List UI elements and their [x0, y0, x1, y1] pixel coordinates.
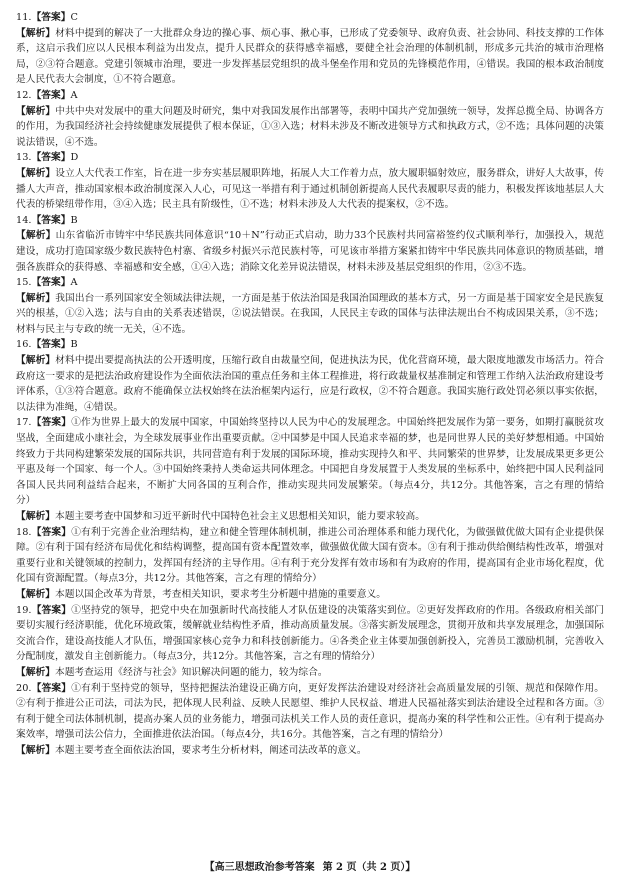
analysis-text: 本题主要考查中国梦和习近平新时代中国特色社会主义思想相关知识，能力要求较高。 [54, 511, 425, 522]
analysis-text: 材料中提出要提高执法的公开透明度，压缩行政自由裁量空间，促进执法为民，优化营商环境，最大限度地激发市场活力。符合政府这一要求的是把法治政府建设作为全面依法治国的重点任务和主体工程推进，将行政裁量权基准制定和管理工作纳入法治政府建设考评体系，①③符合题意。政府不能确保立法权始终在法治框架内运行，应是行政权，②不符合题意。我国实施行政处罚必须以事实依据，以法律为准绳，④错误。 [16, 355, 604, 413]
answer-tag: 【答案】 [31, 214, 71, 226]
question-19 [16, 603, 604, 681]
analysis-text: 本题主要考查全面依法治国，要求考生分析材料，阐述司法改革的意义。 [54, 744, 367, 756]
answer-value: C [70, 12, 78, 23]
question-17 [16, 415, 604, 524]
answer-text: ①有利于完善企业治理结构，建立和健全管理体制机制，推进公司治理体系和能力现代化，为做强做优做大国有企业提供保障。②有利于国有经济布局优化和结构调整，提高国有资本配置效率，做强做优做大国有资本。③有利于推动供给侧结构性改革，增强对重要行业和关键领域的控制力，发挥国有经济的主导作用。④有利于充分发挥有效市场和有为政府的作用，提高国有企业市场化程度，优化国有资源配置。（每点3分，共12分。其他答案，言之有理的情给分） [16, 526, 604, 585]
analysis-text: 中共中央对发展中的重大问题及时研究，集中对我国发展作出部署等，表明中国共产党加强统一领导，发挥总揽全局、协调各方的作用，为我国经济社会持续健康发展提供了根本保证，①③入选；材料未涉及不断改进领导方式和执政方式，②不选；具体问题的决策说法错误，④不选。 [16, 105, 604, 148]
answer-value: D [70, 152, 79, 164]
analysis-tag: 【解析】 [16, 355, 56, 367]
footer-page-number: 第 2 页（共 2 页）】 [322, 862, 416, 873]
answer-list [16, 10, 604, 850]
page-footer [0, 858, 620, 873]
question-number: 12. [16, 89, 32, 101]
answer-tag: 【答案】 [31, 277, 71, 289]
analysis-tag: 【解析】 [16, 105, 56, 117]
answer-text: ①有利于坚持党的领导，坚持把握法治建设正确方向，更好发挥法治建设对经济社会高质量发展的引领、规范和保障作用。②有利于推进公正司法，司法为民，把体现人民利益、反映人民愿望、维护人民权益、增进人民福祉落实到法治建设全过程和各方面。③有利于健全司法体制机制，提高办案人员的业务能力，增强司法机关工作人员的责任意识，提高办案的科学性和公正性。④有利于提高办案效率，增强司法公信力，全面推进依法治国。（每点4分，共16分。其他答案，言之有理的情给分） [16, 682, 604, 741]
question-number: 14. [16, 214, 32, 226]
analysis-tag: 【解析】 [16, 744, 55, 756]
answer-value: B [70, 214, 78, 226]
question-number: 13. [16, 152, 32, 164]
answer-tag: 【答案】 [31, 152, 71, 164]
question-number: 20. [16, 682, 32, 694]
analysis-tag: 【解析】 [16, 167, 56, 179]
question-20 [16, 681, 604, 759]
question-number: 11. [16, 12, 32, 23]
analysis-tag: 【解析】 [16, 511, 55, 522]
analysis-text: 本题考查运用《经济与社会》知识解决问题的能力，较为综合。 [54, 666, 328, 678]
question-number: 19. [16, 604, 32, 616]
answer-text: ①坚持党的领导，把党中央在加强新时代高技能人才队伍建设的决策落实到位。②更好发挥政府的作用。各级政府相关部门要切实履行经济职能，优化环境政策，缓解就业结构性矛盾，推动高质量发展。③落实新发展理念，贯彻开放和共享发展理念，加强国际交流合作，建设高技能人才队伍，增强国家核心竞争力和科技创新能力。④各类企业主体要加强创新投入，完善员工激励机制，完善收入分配制度，激发自主创新能力。（每点3分，共12分。其他答案，言之有理的情给分） [16, 604, 604, 663]
analysis-text: 山东省临沂市铸牢中华民族共同体意识“10＋N”行动正式启动，助力33个民族村共同富裕签约仪式顺利举行，加强投入，规范建设，成功打造国家级少数民族特色村寨、省级乡村振兴示范民族村等，可见该市举措方案紧扣铸牢中华民族共同体意识的物质基础，增强各族群众的获得感、幸福感和安全感，①④入选；消除文化差异说法错误，材料未涉及基层党组织的作用，②③不选。 [16, 230, 604, 273]
analysis-tag: 【解析】 [16, 27, 56, 39]
question-14 [16, 213, 604, 275]
answer-tag: 【答案】 [31, 604, 72, 616]
answer-tag: 【答案】 [31, 12, 71, 23]
answer-value: A [70, 89, 78, 101]
answer-value: B [70, 339, 78, 351]
analysis-text: 设立人大代表工作室，旨在进一步夯实基层履职阵地，拓展人大工作着力点，放大履职辐射效应，服务群众，讲好人大故事，传播人大声音，推动国家根本政治制度深入人心，可见这一举措有利于通过机制创新提高人民代表履职尽责的能力，积极发挥该地基层人大代表的桥梁纽带作用，③④入选；民主具有阶级性，①不选；材料未涉及人大代表的提案权，②不选。 [16, 167, 604, 211]
question-number: 18. [16, 526, 32, 538]
question-11 [16, 10, 604, 88]
answer-tag: 【答案】 [31, 417, 72, 429]
question-15 [16, 275, 604, 337]
analysis-tag: 【解析】 [16, 292, 56, 304]
answer-tag: 【答案】 [31, 682, 72, 694]
answer-value: A [70, 277, 78, 289]
analysis-tag: 【解析】 [16, 666, 55, 678]
analysis-text: 本题以国企改革为背景，考查相关知识，要求考生分析题中措施的重要意义。 [54, 588, 387, 600]
question-number: 16. [16, 339, 32, 351]
question-number: 15. [16, 277, 32, 289]
question-18 [16, 525, 604, 603]
analysis-tag: 【解析】 [16, 230, 56, 242]
question-13 [16, 150, 604, 212]
answer-text: ①作为世界上最大的发展中国家，中国始终坚持以人民为中心的发展理念。中国始终把发展作为第一要务，如期打赢脱贫攻坚战，全面建成小康社会，为全球发展事业作出重要贡献。②中国梦是中国人民追求幸福的梦，也是同世界人民的美好梦想相通。中国始终致力于共同构建繁荣发展的国际共识，共同营造有利于发展的国际环境，推动实现持久和平、共同繁荣的世界梦，让发展成果更多更公平惠及每一个国家、每一个人。③中国始终秉持人类命运共同体理念。中国把自身发展置于人类发展的坐标系中，始终把中国人民利益同各国人民共同利益结合起来，不断扩大同各国的互利合作，推动实现共同发展繁荣。（每点4分，共12分。其他答案，言之有理的情给分） [16, 417, 604, 507]
footer-title: 【高三思想政治参考答案 [204, 862, 315, 873]
question-16 [16, 337, 604, 415]
analysis-tag: 【解析】 [16, 588, 55, 600]
question-number: 17. [16, 417, 32, 429]
analysis-text: 材料中提到的解决了一大批群众身边的操心事、烦心事、揪心事，已形成了党委领导、政府负责、社会协同、科技支撑的工作体系，这启示我们应以人民根本利益为出发点，提升人民群众的获得感幸福感，要健全社会治理的体制机制，形成多元共治的城市治理格局，②③符合题意。党建引领城市治理，要进一步发挥基层党组织的战斗堡垒作用和党员的先锋模范作用，④错误。我国的根本政治制度是人民代表大会制度，①不符合题意。 [16, 27, 604, 86]
analysis-text: 我国出台一系列国家安全领域法律法规，一方面是基于依法治国是我国治国理政的基本方式，另一方面是基于国家安全是民族复兴的根基，①②入选；法与自由的关系表述错误，②说法错误。在我国，人民民主专政的国体与法律法规出台不构成因果关系，③不选；材料与民主与专政的统一无关，④不选。 [16, 292, 604, 335]
answer-tag: 【答案】 [31, 339, 71, 351]
answer-tag: 【答案】 [31, 526, 72, 538]
question-12 [16, 88, 604, 150]
answer-tag: 【答案】 [31, 89, 71, 101]
